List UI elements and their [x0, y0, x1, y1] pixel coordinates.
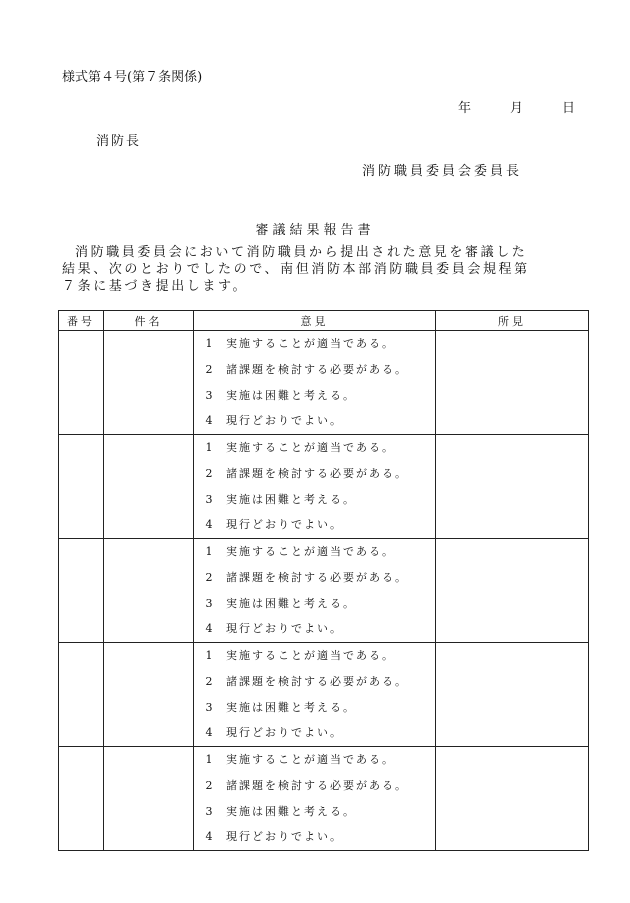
- opinion-option[interactable]: [194, 331, 435, 357]
- opinion-option-number: 1: [205, 545, 215, 558]
- body-line: 消防職員委員会において消防職員から提出された意見を審議した: [75, 245, 528, 260]
- opinion-option-number: 4: [205, 518, 215, 532]
- opinion-option-number: 3: [205, 700, 215, 714]
- opinion-option-number: 1: [205, 337, 215, 350]
- opinion-option[interactable]: [194, 357, 435, 383]
- findings-cell[interactable]: [436, 331, 589, 435]
- opinion-option[interactable]: [194, 487, 435, 513]
- subject-cell[interactable]: [104, 643, 194, 747]
- opinion-option[interactable]: [194, 512, 435, 538]
- opinion-option-text: 現行どおりでよい。: [226, 518, 343, 532]
- opinion-option-number: 4: [205, 726, 215, 740]
- opinion-option-text: 諸課題を検討する必要がある。: [226, 466, 408, 480]
- opinion-option[interactable]: [194, 747, 435, 773]
- opinion-option[interactable]: [194, 669, 435, 695]
- findings-cell[interactable]: [436, 643, 589, 747]
- table-row: [59, 435, 589, 539]
- opinion-option[interactable]: [194, 616, 435, 642]
- opinion-option-number: 4: [205, 622, 215, 636]
- opinion-option[interactable]: [194, 695, 435, 721]
- body-line: 結果、次のとおりでしたので、南但消防本部消防職員委員会規程第: [62, 262, 530, 277]
- report-table: [58, 310, 589, 851]
- opinion-option[interactable]: [194, 720, 435, 746]
- body-line: ７条に基づき提出します。: [62, 279, 249, 294]
- findings-cell[interactable]: [436, 435, 589, 539]
- number-cell[interactable]: [59, 747, 104, 851]
- opinion-option-number: 3: [205, 388, 215, 402]
- number-cell[interactable]: [59, 435, 104, 539]
- opinion-option-text: 実施は困難と考える。: [226, 388, 356, 402]
- opinion-cell: [194, 747, 436, 851]
- opinion-option-number: 3: [205, 492, 215, 506]
- opinion-option-text: 実施は困難と考える。: [226, 804, 356, 818]
- opinion-option-number: 2: [205, 466, 215, 480]
- opinion-option-number: 3: [205, 804, 215, 818]
- opinion-option-number: 4: [205, 830, 215, 844]
- opinion-option[interactable]: [194, 539, 435, 565]
- opinion-option-number: 2: [205, 570, 215, 584]
- opinion-option[interactable]: [194, 408, 435, 434]
- number-cell[interactable]: [59, 331, 104, 435]
- opinion-option[interactable]: [194, 773, 435, 799]
- opinion-option-text: 実施することが適当である。: [226, 337, 395, 350]
- document-body: [62, 244, 582, 295]
- header-number: 番号: [59, 311, 104, 331]
- opinion-option[interactable]: [194, 565, 435, 591]
- table-header-row: [59, 311, 589, 331]
- date-month-label: 月: [510, 101, 524, 116]
- opinion-option[interactable]: [194, 824, 435, 850]
- opinion-option-number: 4: [205, 414, 215, 428]
- table-row: [59, 331, 589, 435]
- opinion-option-text: 実施は困難と考える。: [226, 492, 356, 506]
- opinion-option-text: 諸課題を検討する必要がある。: [226, 674, 408, 688]
- opinion-option[interactable]: [194, 383, 435, 409]
- findings-cell[interactable]: [436, 539, 589, 643]
- addressee: 消防長: [96, 134, 142, 149]
- opinion-cell: [194, 435, 436, 539]
- opinion-option-text: 実施は困難と考える。: [226, 700, 356, 714]
- opinion-option-text: 諸課題を検討する必要がある。: [226, 778, 408, 792]
- opinion-option-text: 現行どおりでよい。: [226, 622, 343, 636]
- opinion-option-text: 現行どおりでよい。: [226, 726, 343, 740]
- subject-cell[interactable]: [104, 747, 194, 851]
- opinion-option[interactable]: [194, 435, 435, 461]
- findings-cell[interactable]: [436, 747, 589, 851]
- subject-cell[interactable]: [104, 331, 194, 435]
- opinion-option-number: 2: [205, 674, 215, 688]
- opinion-option-text: 現行どおりでよい。: [226, 414, 343, 428]
- opinion-option-text: 諸課題を検討する必要がある。: [226, 362, 408, 376]
- opinion-cell: [194, 539, 436, 643]
- sender: 消防職員委員会委員長: [362, 164, 523, 179]
- opinion-cell: [194, 331, 436, 435]
- opinion-option-text: 実施することが適当である。: [226, 441, 395, 454]
- opinion-option[interactable]: [194, 461, 435, 487]
- opinion-option-text: 諸課題を検討する必要がある。: [226, 570, 408, 584]
- table-row: [59, 747, 589, 851]
- opinion-option-number: 1: [205, 649, 215, 662]
- opinion-option-text: 実施することが適当である。: [226, 753, 395, 766]
- opinion-option-text: 実施することが適当である。: [226, 649, 395, 662]
- opinion-option-text: 実施は困難と考える。: [226, 596, 356, 610]
- opinion-option-number: 1: [205, 753, 215, 766]
- opinion-option-number: 3: [205, 596, 215, 610]
- date-day-label: 日: [562, 101, 576, 116]
- header-subject: 件名: [104, 311, 194, 331]
- opinion-option-number: 1: [205, 441, 215, 454]
- subject-cell[interactable]: [104, 539, 194, 643]
- opinion-option[interactable]: [194, 591, 435, 617]
- opinion-cell: [194, 643, 436, 747]
- opinion-option[interactable]: [194, 799, 435, 825]
- opinion-option-number: 2: [205, 778, 215, 792]
- table-row: [59, 539, 589, 643]
- table-row: [59, 643, 589, 747]
- form-number: 様式第４号(第７条関係): [62, 70, 203, 85]
- number-cell[interactable]: [59, 643, 104, 747]
- header-findings: 所見: [436, 311, 589, 331]
- subject-cell[interactable]: [104, 435, 194, 539]
- header-opinion: 意見: [194, 311, 436, 331]
- opinion-option-text: 実施することが適当である。: [226, 545, 395, 558]
- date-year-label: 年: [458, 101, 472, 116]
- opinion-option-number: 2: [205, 362, 215, 376]
- document-title: 審議結果報告書: [255, 223, 375, 238]
- opinion-option[interactable]: [194, 643, 435, 669]
- number-cell[interactable]: [59, 539, 104, 643]
- opinion-option-text: 現行どおりでよい。: [226, 830, 343, 844]
